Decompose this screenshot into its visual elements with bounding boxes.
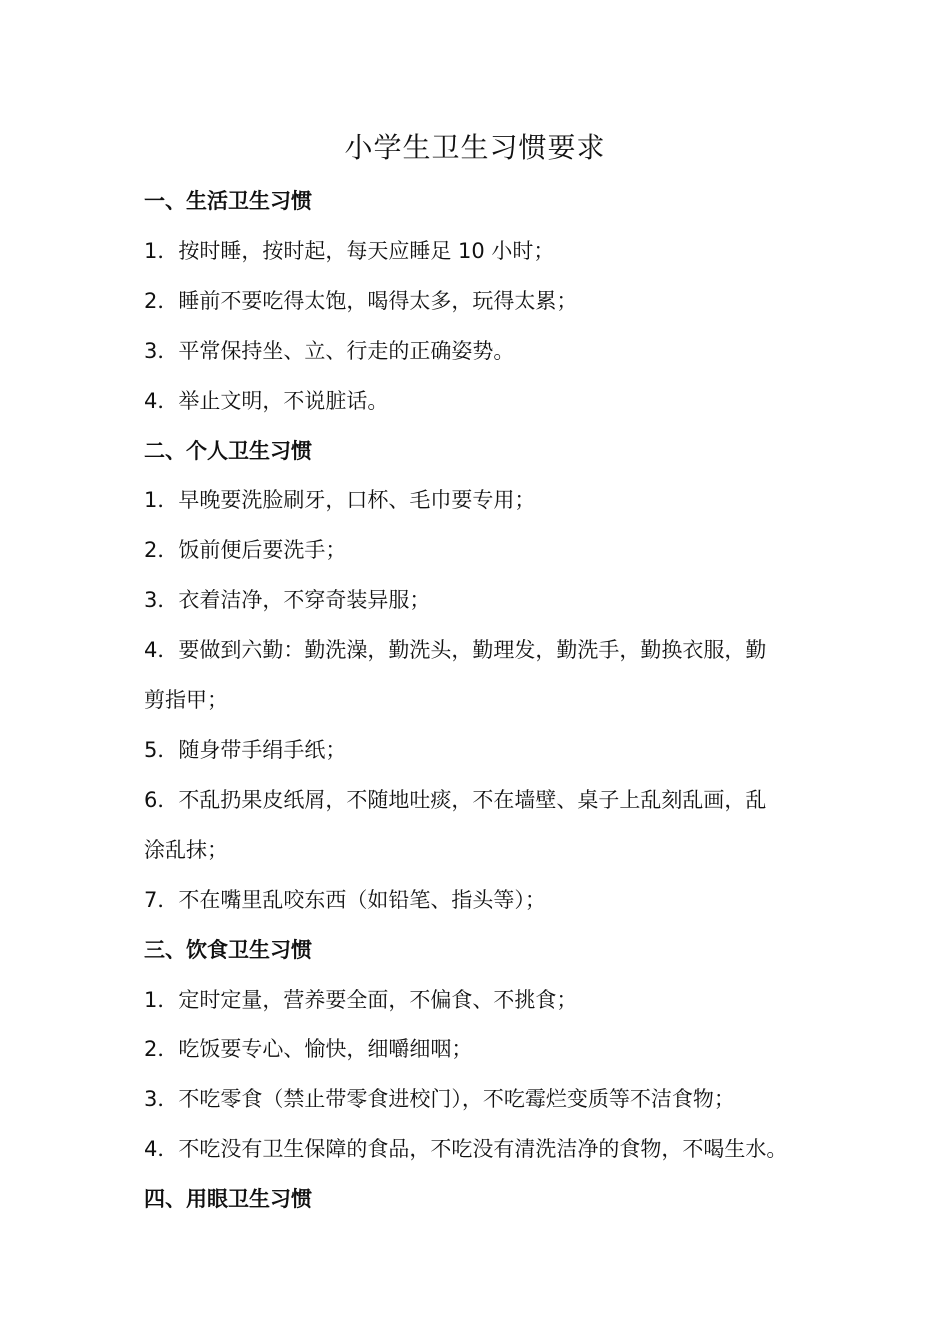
list-item: 1．定时定量，营养要全面，不偏食、不挑食； xyxy=(144,987,578,1012)
list-item: 4．不吃没有卫生保障的食品，不吃没有清洗洁净的食物，不喝生水。 xyxy=(144,1137,788,1162)
list-item: 4．要做到六勤：勤洗澡，勤洗头，勤理发，勤洗手，勤换衣服，勤 xyxy=(144,638,767,663)
list-item-continuation: 剪指甲； xyxy=(144,688,228,713)
list-item: 3．平常保持坐、立、行走的正确姿势。 xyxy=(144,338,515,363)
list-item-continuation: 涂乱抹； xyxy=(144,837,228,862)
list-item: 2．睡前不要吃得太饱，喝得太多，玩得太累； xyxy=(144,288,578,313)
section-heading: 二、个人卫生习惯 xyxy=(144,438,312,463)
list-item: 7．不在嘴里乱咬东西（如铅笔、指头等）； xyxy=(144,887,546,912)
document-body xyxy=(144,177,824,1225)
section-heading: 四、用眼卫生习惯 xyxy=(144,1187,312,1212)
list-item: 1．按时睡，按时起，每天应睡足 10 小时； xyxy=(144,238,555,263)
list-item: 1．早晚要洗脸刷牙，口杯、毛巾要专用； xyxy=(144,488,536,513)
list-item: 2．饭前便后要洗手； xyxy=(144,538,347,563)
list-item: 5．随身带手绢手纸； xyxy=(144,737,347,762)
section-heading: 一、生活卫生习惯 xyxy=(144,189,312,213)
section-heading: 三、饮食卫生习惯 xyxy=(144,937,312,962)
list-item: 6．不乱扔果皮纸屑，不随地吐痰，不在墙壁、桌子上乱刻乱画，乱 xyxy=(144,787,767,812)
list-item: 2．吃饭要专心、愉快，细嚼细咽； xyxy=(144,1037,473,1062)
document-title: 小学生卫生习惯要求 xyxy=(344,131,606,164)
list-item: 3．衣着洁净，不穿奇装异服； xyxy=(144,588,431,613)
list-item: 3．不吃零食（禁止带零食进校门），不吃霉烂变质等不洁食物； xyxy=(144,1087,735,1112)
list-item: 4．举止文明，不说脏话。 xyxy=(144,388,389,413)
